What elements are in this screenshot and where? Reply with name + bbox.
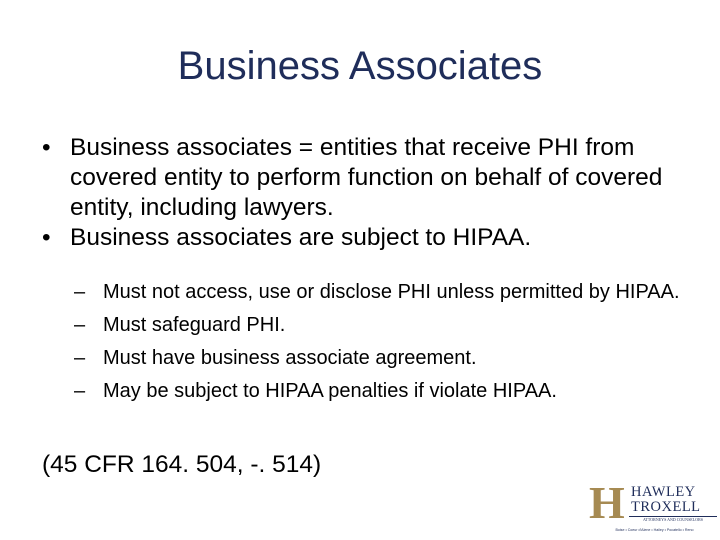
logo-tagline: ATTORNEYS AND COUNSELORS bbox=[629, 516, 717, 522]
logo-name-line2: TROXELL bbox=[631, 499, 701, 515]
dash-marker: – bbox=[74, 314, 86, 336]
bullet-item bbox=[42, 133, 702, 223]
sub-bullet-item bbox=[74, 314, 694, 337]
hawley-troxell-logo bbox=[589, 477, 717, 534]
sub-bullet-item bbox=[74, 347, 694, 370]
sub-bullet-item bbox=[74, 281, 694, 304]
bullet-text: Business associates = entities that receive PHI from covered entity to perform function on behalf of covered entity, including lawyers. bbox=[70, 134, 663, 221]
bullet-marker: • bbox=[42, 134, 51, 161]
bullet-marker: • bbox=[42, 224, 51, 251]
sub-bullet-text: Must not access, use or disclose PHI unless permitted by HIPAA. bbox=[103, 281, 680, 303]
sub-bullet-text: May be subject to HIPAA penalties if violate HIPAA. bbox=[103, 380, 557, 402]
bullet-text: Business associates are subject to HIPAA. bbox=[70, 224, 532, 251]
dash-marker: – bbox=[74, 347, 86, 369]
logo-initial: H bbox=[589, 477, 625, 528]
citation: (45 CFR 164. 504, -. 514) bbox=[42, 451, 322, 478]
logo-offices: Boise • Coeur d'Alene • Hailey • Pocatello • Reno bbox=[615, 528, 694, 532]
dash-marker: – bbox=[74, 380, 86, 402]
sub-bullet-text: Must have business associate agreement. bbox=[103, 347, 477, 369]
sub-bullet-text: Must safeguard PHI. bbox=[103, 314, 286, 336]
sub-bullet-item bbox=[74, 380, 694, 403]
bullet-list bbox=[42, 133, 702, 253]
slide-title: Business Associates bbox=[177, 44, 543, 88]
sub-bullet-list bbox=[74, 281, 694, 413]
bullet-item bbox=[42, 223, 702, 253]
dash-marker: – bbox=[74, 281, 86, 303]
logo-name-line1: HAWLEY bbox=[631, 484, 696, 500]
